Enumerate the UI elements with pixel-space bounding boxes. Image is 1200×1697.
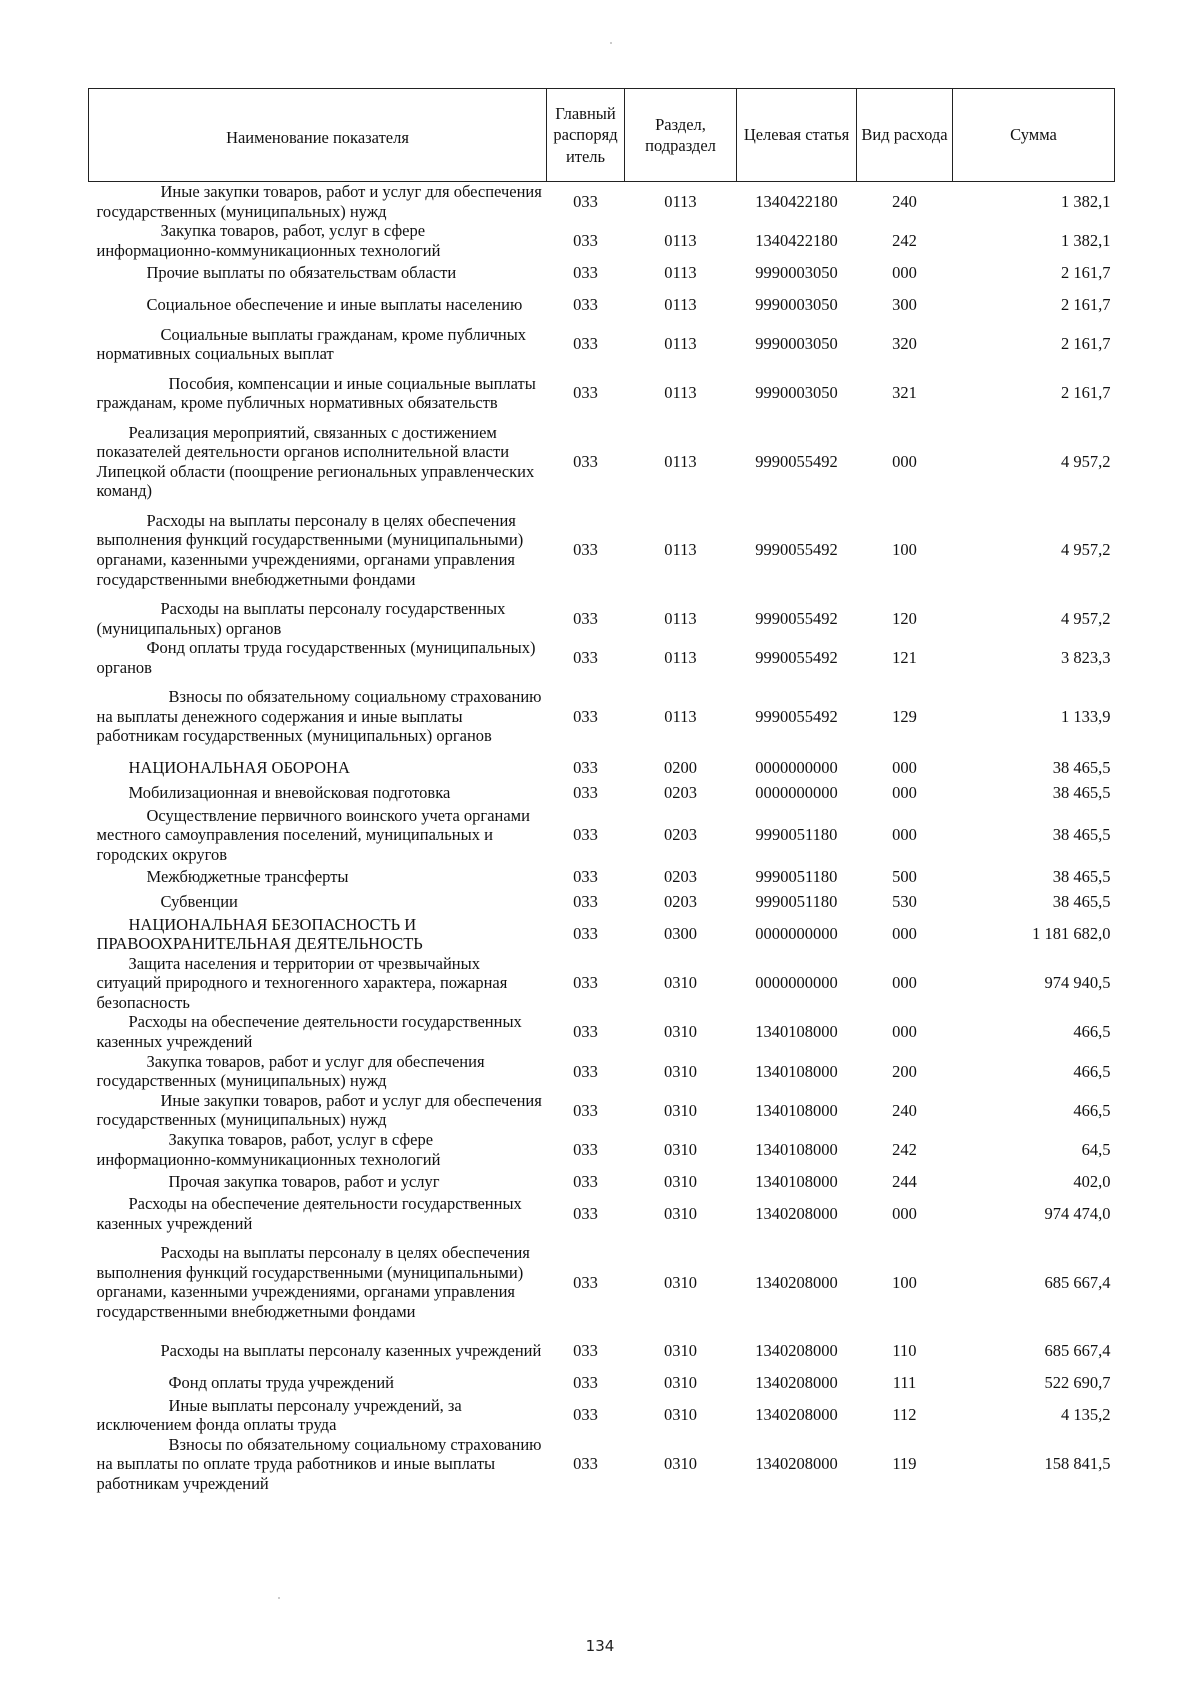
row-target: 0000000000 [755, 924, 838, 944]
row-sum: 1 181 682,0 [1032, 924, 1111, 944]
row-section: 0113 [664, 647, 697, 667]
row-name-text: Реализация мероприятий, связанных с достижением показателей деятельности органов исполнительной власти Липецкой области (поощрение региональных управленческих команд) [96, 422, 535, 501]
table-row [89, 1331, 1115, 1370]
row-name-text: Взносы по обязательному социальному страхованию на выплаты по оплате труда работников и иные выплаты работникам учреждений [96, 1434, 542, 1493]
row-grbs: 033 [573, 924, 598, 944]
row-type: 500 [892, 867, 917, 887]
row-sum: 64,5 [1081, 1139, 1111, 1159]
row-target: 1340422180 [755, 231, 838, 251]
row-sum: 466,5 [1073, 1061, 1111, 1081]
row-sum: 158 841,5 [1044, 1454, 1111, 1474]
table-row [89, 1233, 1115, 1331]
row-target: 1340208000 [755, 1373, 838, 1393]
row-type: 240 [892, 1100, 917, 1120]
table-row [89, 1194, 1115, 1233]
row-target: 9990055492 [755, 706, 838, 726]
row-grbs: 033 [573, 1139, 598, 1159]
row-name [89, 806, 547, 865]
row-name [89, 182, 547, 222]
row-section: 0310 [664, 1139, 697, 1159]
row-name-text: Прочая закупка товаров, работ и услуг [168, 1171, 440, 1191]
row-type: 300 [892, 295, 917, 315]
table-row [89, 865, 1115, 890]
row-target: 1340422180 [755, 191, 838, 211]
row-name [89, 756, 547, 781]
row-sum: 466,5 [1073, 1100, 1111, 1120]
header-sum: Сумма [953, 89, 1115, 182]
row-section: 0310 [664, 1171, 697, 1191]
row-target: 1340208000 [755, 1405, 838, 1425]
row-name-text: Пособия, компенсации и иные социальные выплаты гражданам, кроме публичных нормативных обязательств [96, 373, 536, 413]
table-row [89, 260, 1115, 285]
row-sum: 685 667,4 [1044, 1272, 1111, 1292]
row-sum: 38 465,5 [1052, 758, 1111, 778]
row-name [89, 1130, 547, 1169]
row-sum: 38 465,5 [1052, 825, 1111, 845]
row-target: 9990051180 [755, 867, 838, 887]
row-target: 1340208000 [755, 1272, 838, 1292]
row-name [89, 1169, 547, 1194]
row-type: 200 [892, 1061, 917, 1081]
budget-table [88, 88, 1115, 1494]
row-grbs: 033 [573, 647, 598, 667]
row-type: 000 [892, 1204, 917, 1224]
row-sum: 4 957,2 [1061, 451, 1111, 471]
row-name [89, 781, 547, 806]
row-name-text: Расходы на обеспечение деятельности государственных казенных учреждений [96, 1194, 522, 1233]
row-grbs: 033 [573, 334, 598, 354]
row-name-text: Мобилизационная и вневойсковая подготовка [128, 783, 451, 803]
header-grbs: Главный распоряд итель [547, 89, 625, 182]
row-name [89, 1012, 547, 1051]
table-row [89, 501, 1115, 599]
row-type: 000 [892, 758, 917, 778]
row-target: 9990055492 [755, 647, 838, 667]
row-name [89, 865, 547, 890]
table-row [89, 806, 1115, 865]
row-name [89, 677, 547, 755]
row-type: 000 [892, 263, 917, 283]
table-row [89, 1012, 1115, 1051]
row-type: 242 [892, 1139, 917, 1159]
row-name [89, 1233, 547, 1331]
row-sum: 38 465,5 [1052, 867, 1111, 887]
row-grbs: 033 [573, 1272, 598, 1292]
row-sum: 4 957,2 [1061, 540, 1111, 560]
row-name-text: Расходы на выплаты персоналу в целях обеспечения выполнения функций государственными (муниципальными) органами, казенными учреждениями, органами управления государственными внебюджетными фондами [96, 1243, 530, 1322]
row-name [89, 1371, 547, 1396]
header-target: Целевая статья [737, 89, 857, 182]
row-sum: 3 823,3 [1061, 647, 1111, 667]
row-sum: 2 161,7 [1061, 295, 1111, 315]
page-number: 134 [585, 1637, 615, 1655]
row-name [89, 1091, 547, 1130]
row-type: 530 [892, 892, 917, 912]
row-grbs: 033 [573, 1100, 598, 1120]
row-sum: 1 133,9 [1061, 706, 1111, 726]
row-section: 0113 [664, 334, 697, 354]
row-type: 112 [892, 1405, 917, 1425]
row-name [89, 1435, 547, 1494]
table-header [89, 89, 1115, 182]
row-name-text: НАЦИОНАЛЬНАЯ ОБОРОНА [128, 758, 350, 778]
row-sum: 466,5 [1073, 1022, 1111, 1042]
row-target: 9990055492 [755, 451, 838, 471]
row-name [89, 954, 547, 1013]
row-sum: 2 161,7 [1061, 263, 1111, 283]
row-type: 000 [892, 783, 917, 803]
row-target: 1340108000 [755, 1100, 838, 1120]
row-type: 121 [892, 647, 917, 667]
row-type: 000 [892, 1022, 917, 1042]
row-sum: 4 135,2 [1061, 1405, 1111, 1425]
table-row [89, 221, 1115, 260]
row-name-text: Осуществление первичного воинского учета органами местного самоуправления поселений, муниципальных и городских округов [96, 805, 530, 864]
row-grbs: 033 [573, 191, 598, 211]
row-section: 0113 [664, 295, 697, 315]
row-section: 0310 [664, 1204, 697, 1224]
row-name [89, 221, 547, 260]
table-row [89, 1396, 1115, 1435]
row-section: 0203 [664, 783, 697, 803]
row-type: 129 [892, 706, 917, 726]
row-section: 0310 [664, 1341, 697, 1361]
row-sum: 38 465,5 [1052, 892, 1111, 912]
row-grbs: 033 [573, 973, 598, 993]
row-name-text: Социальное обеспечение и иные выплаты населению [146, 295, 523, 315]
row-name [89, 285, 547, 324]
row-target: 1340208000 [755, 1204, 838, 1224]
header-type: Вид расхода [857, 89, 953, 182]
row-name [89, 915, 547, 954]
row-name [89, 1052, 547, 1091]
row-section: 0113 [664, 451, 697, 471]
row-section: 0203 [664, 892, 697, 912]
row-type: 321 [892, 383, 917, 403]
row-target: 1340108000 [755, 1139, 838, 1159]
row-name [89, 260, 547, 285]
scan-speck [610, 42, 612, 44]
row-target: 9990051180 [755, 825, 838, 845]
row-name-text: Иные выплаты персоналу учреждений, за исключением фонда оплаты труда [96, 1395, 462, 1435]
row-target: 1340208000 [755, 1341, 838, 1361]
table-row [89, 677, 1115, 755]
row-name-text: Фонд оплаты труда учреждений [168, 1373, 394, 1393]
row-target: 1340108000 [755, 1022, 838, 1042]
row-section: 0310 [664, 1022, 697, 1042]
row-grbs: 033 [573, 263, 598, 283]
table-row [89, 423, 1115, 501]
row-target: 9990055492 [755, 608, 838, 628]
row-section: 0113 [664, 263, 697, 283]
table-row [89, 638, 1115, 677]
row-target: 9990051180 [755, 892, 838, 912]
row-grbs: 033 [573, 1061, 598, 1081]
row-section: 0113 [664, 706, 697, 726]
row-name-text: Расходы на обеспечение деятельности государственных казенных учреждений [96, 1012, 522, 1052]
row-sum: 522 690,7 [1044, 1373, 1111, 1393]
row-sum: 4 957,2 [1061, 608, 1111, 628]
table-row [89, 182, 1115, 222]
row-name [89, 1331, 547, 1370]
row-name [89, 1194, 547, 1233]
row-name-text: Закупка товаров, работ, услуг в сфере информационно-коммуникационных технологий [96, 1130, 441, 1169]
row-grbs: 033 [573, 295, 598, 315]
row-sum: 2 161,7 [1061, 383, 1111, 403]
row-name [89, 501, 547, 599]
row-name [89, 599, 547, 638]
scan-speck [278, 1597, 280, 1599]
table-row [89, 1435, 1115, 1494]
row-name-text: Социальные выплаты гражданам, кроме публичных нормативных социальных выплат [96, 324, 527, 364]
row-sum: 1 382,1 [1061, 231, 1111, 251]
table-row [89, 1052, 1115, 1091]
row-grbs: 033 [573, 867, 598, 887]
row-section: 0310 [664, 1061, 697, 1081]
row-target: 1340208000 [755, 1454, 838, 1474]
row-name [89, 423, 547, 501]
row-name [89, 638, 547, 677]
row-type: 100 [892, 540, 917, 560]
row-type: 242 [892, 231, 917, 251]
row-sum: 1 382,1 [1061, 191, 1111, 211]
table-row [89, 364, 1115, 423]
row-grbs: 033 [573, 1341, 598, 1361]
table-row [89, 781, 1115, 806]
row-target: 9990055492 [755, 540, 838, 560]
header-name: Наименование показателя [89, 89, 547, 182]
row-type: 120 [892, 608, 917, 628]
row-section: 0203 [664, 825, 697, 845]
row-name [89, 325, 547, 364]
row-grbs: 033 [573, 540, 598, 560]
row-grbs: 033 [573, 608, 598, 628]
header-section: Раздел, подраздел [625, 89, 737, 182]
table-row [89, 954, 1115, 1013]
table-body [89, 182, 1115, 1494]
table-row [89, 285, 1115, 324]
row-name [89, 890, 547, 915]
row-section: 0113 [664, 383, 697, 403]
row-sum: 402,0 [1073, 1171, 1111, 1191]
row-grbs: 033 [573, 1022, 598, 1042]
row-section: 0113 [664, 540, 697, 560]
row-name-text: Фонд оплаты труда государственных (муниципальных) органов [96, 638, 536, 677]
row-section: 0310 [664, 1100, 697, 1120]
row-grbs: 033 [573, 1171, 598, 1191]
row-sum: 974 474,0 [1044, 1204, 1111, 1224]
row-type: 240 [892, 191, 917, 211]
row-section: 0310 [664, 1454, 697, 1474]
table-row [89, 1371, 1115, 1396]
row-target: 9990003050 [755, 334, 838, 354]
row-name-text: Прочие выплаты по обязательствам области [146, 263, 457, 283]
row-grbs: 033 [573, 231, 598, 251]
row-type: 244 [892, 1171, 917, 1191]
row-grbs: 033 [573, 783, 598, 803]
table-row [89, 599, 1115, 638]
row-name-text: Закупка товаров, работ и услуг для обеспечения государственных (муниципальных) нужд [96, 1051, 485, 1091]
row-name-text: Закупка товаров, работ, услуг в сфере информационно-коммуникационных технологий [96, 221, 441, 260]
row-type: 000 [892, 924, 917, 944]
row-grbs: 033 [573, 1204, 598, 1224]
row-name-text: Субвенции [160, 892, 238, 912]
row-name-text: Иные закупки товаров, работ и услуг для обеспечения государственных (муниципальных) нужд [96, 1090, 542, 1130]
row-section: 0310 [664, 1405, 697, 1425]
row-grbs: 033 [573, 1405, 598, 1425]
row-section: 0203 [664, 867, 697, 887]
row-target: 9990003050 [755, 295, 838, 315]
row-section: 0310 [664, 1373, 697, 1393]
row-type: 000 [892, 973, 917, 993]
row-type: 000 [892, 825, 917, 845]
row-type: 119 [892, 1454, 917, 1474]
row-name-text: Взносы по обязательному социальному страхованию на выплаты денежного содержания и иные выплаты работникам государственных (муниципальных) органов [96, 687, 542, 746]
row-sum: 974 940,5 [1044, 973, 1111, 993]
row-name-text: НАЦИОНАЛЬНАЯ БЕЗОПАСНОСТЬ И ПРАВООХРАНИТЕЛЬНАЯ ДЕЯТЕЛЬНОСТЬ [96, 914, 423, 954]
row-section: 0113 [664, 191, 697, 211]
row-grbs: 033 [573, 1373, 598, 1393]
row-grbs: 033 [573, 451, 598, 471]
row-name-text: Защита населения и территории от чрезвычайных ситуаций природного и техногенного характера, пожарная безопасность [96, 953, 508, 1012]
row-grbs: 033 [573, 1454, 598, 1474]
row-name-text: Расходы на выплаты персоналу казенных учреждений [160, 1341, 542, 1361]
table-row [89, 1130, 1115, 1169]
row-name-text: Расходы на выплаты персоналу государственных (муниципальных) органов [96, 598, 506, 638]
row-sum: 685 667,4 [1044, 1341, 1111, 1361]
table-row [89, 890, 1115, 915]
row-type: 000 [892, 451, 917, 471]
row-name [89, 364, 547, 423]
table-row [89, 325, 1115, 364]
table-row [89, 1169, 1115, 1194]
row-section: 0113 [664, 608, 697, 628]
row-section: 0310 [664, 1272, 697, 1292]
header-row [89, 89, 1115, 182]
row-type: 100 [892, 1272, 917, 1292]
table-row [89, 915, 1115, 954]
row-name-text: Расходы на выплаты персоналу в целях обеспечения выполнения функций государственными (муниципальными) органами, казенными учреждениями, органами управления государственными внебюджетными фондами [96, 510, 524, 589]
row-name [89, 1396, 547, 1435]
row-target: 9990003050 [755, 263, 838, 283]
table-row [89, 1091, 1115, 1130]
row-grbs: 033 [573, 383, 598, 403]
row-section: 0113 [664, 231, 697, 251]
row-type: 110 [892, 1341, 917, 1361]
row-sum: 2 161,7 [1061, 334, 1111, 354]
row-section: 0310 [664, 973, 697, 993]
row-grbs: 033 [573, 825, 598, 845]
row-target: 0000000000 [755, 973, 838, 993]
row-name-text: Иные закупки товаров, работ и услуг для обеспечения государственных (муниципальных) нужд [96, 182, 542, 221]
row-target: 0000000000 [755, 783, 838, 803]
row-target: 1340108000 [755, 1061, 838, 1081]
row-grbs: 033 [573, 892, 598, 912]
row-section: 0300 [664, 924, 697, 944]
row-section: 0200 [664, 758, 697, 778]
row-type: 320 [892, 334, 917, 354]
row-target: 9990003050 [755, 383, 838, 403]
row-target: 1340108000 [755, 1171, 838, 1191]
row-name-text: Межбюджетные трансферты [146, 867, 349, 887]
row-grbs: 033 [573, 706, 598, 726]
row-grbs: 033 [573, 758, 598, 778]
table-row [89, 756, 1115, 781]
row-type: 111 [892, 1373, 917, 1393]
row-target: 0000000000 [755, 758, 838, 778]
row-sum: 38 465,5 [1052, 783, 1111, 803]
